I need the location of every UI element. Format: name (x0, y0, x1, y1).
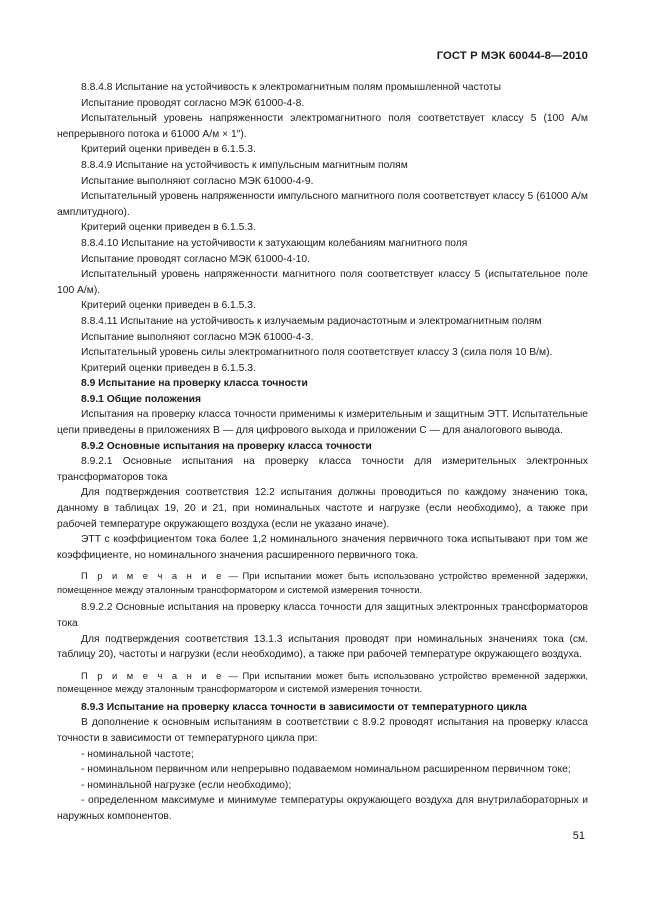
paragraph: 8.8.4.9 Испытание на устойчивость к импульсным магнитным полям (81, 159, 408, 171)
paragraph: Испытание выполняют согласно МЭК 61000-4-9. (81, 175, 314, 187)
paragraph: Для подтверждения соответствия 13.1.3 испытания проводят при номинальных значениях тока (см. таблицу 20), частоты и нагрузки (если необходимо), а также при рабочей температуре окружающего воздуха. (57, 633, 588, 661)
paragraph: Критерий оценки приведен в 6.1.5.3. (81, 144, 256, 156)
paragraph: Критерий оценки приведен в 6.1.5.3. (81, 222, 256, 234)
paragraph: Испытание проводят согласно МЭК 61000-4-10. (81, 253, 310, 265)
note-label: П р и м е ч а н и е (81, 570, 224, 582)
list-item: - номинальной частоте; (81, 748, 194, 760)
section-heading: 8.9.2 Основные испытания на проверку класса точности (81, 440, 372, 452)
paragraph: Критерий оценки приведен в 6.1.5.3. (81, 300, 256, 312)
list-item: - номинальном первичном или непрерывно подаваемом номинальном расширенном первичном токе; (81, 764, 571, 776)
page-content (57, 80, 588, 825)
paragraph: Испытательный уровень напряженности импульсного магнитного поля соответствует классу 5 (61000 А/м амплитудного). (57, 191, 588, 218)
note (57, 569, 588, 596)
paragraph: 8.8.4.8 Испытание на устойчивость к электромагнитным полям промышленной частоты (81, 82, 501, 93)
paragraph: В дополнение к основным испытаниям в соответствии с 8.9.2 проводят испытания на проверку класса точности в зависимости от температурного цикла при: (57, 717, 588, 744)
section-heading: 8.9.1 Общие положения (81, 393, 201, 405)
paragraph: 8.8.4.11 Испытание на устойчивость к излучаемым радиочастотным и электромагнитным полям (81, 315, 542, 327)
paragraph: Испытания на проверку класса точности применимы к измерительным и защитным ЭТТ. Испытательные цепи приведены в приложениях В — для цифрового выхода и приложении С — для аналогового вывода. (57, 409, 588, 437)
section-heading: 8.9 Испытание на проверку класса точности (81, 378, 308, 390)
page-number: 51 (572, 830, 585, 842)
note (57, 669, 588, 696)
paragraph: Испытательный уровень напряженности магнитного поля соответствует классу 5 (испытательное поле 100 А/м). (57, 269, 588, 296)
note-label: П р и м е ч а н и е (81, 669, 224, 681)
paragraph: 8.9.2.1 Основные испытания на проверку класса точности для измерительных электронных трансформаторов тока (57, 456, 588, 483)
paragraph: Испытание выполняют согласно МЭК 61000-4-3. (81, 331, 314, 343)
paragraph: Испытательный уровень напряженности электромагнитного поля соответствует классу 5 (100 А/м непрерывного потока и 61000 А/м × 1″). (57, 113, 588, 140)
list-item: - определенном максимуме и минимуме температуры окружающего воздуха для внутрилабораторных и наружных компонентов. (57, 795, 588, 822)
note-text: — При испытании может быть использовано устройство временной задержки, помещенное между эталонным трансформатором и системой измерения точности. (57, 669, 588, 695)
paragraph: ЭТТ с коэффициентом тока более 1,2 номинального значения первичного тока испытывают при том же коэффициенте, но номинального значения расширенного первичного тока. (57, 534, 588, 561)
paragraph: Испытательный уровень силы электромагнитного поля соответствует классу 3 (сила поля 10 В/м). (81, 347, 553, 359)
paragraph: Критерий оценки приведен в 6.1.5.3. (81, 362, 256, 374)
document-header: ГОСТ Р МЭК 60044-8—2010 (436, 50, 588, 62)
paragraph: Испытание проводят согласно МЭК 61000-4-8. (81, 97, 305, 109)
paragraph: 8.8.4.10 Испытание на устойчивости к затухающим колебаниям магнитного поля (81, 237, 468, 249)
section-heading: 8.9.3 Испытание на проверку класса точности в зависимости от температурного цикла (81, 701, 527, 713)
note-text: — При испытании может быть использовано устройство временной задержки, помещенное между эталонным трансформатором и системой измерения точности. (57, 570, 588, 595)
list-item: - номинальной нагрузке (если необходимо); (81, 779, 292, 791)
paragraph: 8.9.2.2 Основные испытания на проверку класса точности для защитных электронных трансформаторов тока (57, 602, 588, 629)
paragraph: Для подтверждения соответствия 12.2 испытания должны проводиться по каждому значению тока, данному в таблицах 19, 20 и 21, при номинальных частоте и нагрузке (если необходимо), а также при рабочей температуре окружающего воздуха (если не указано иначе). (57, 487, 588, 530)
